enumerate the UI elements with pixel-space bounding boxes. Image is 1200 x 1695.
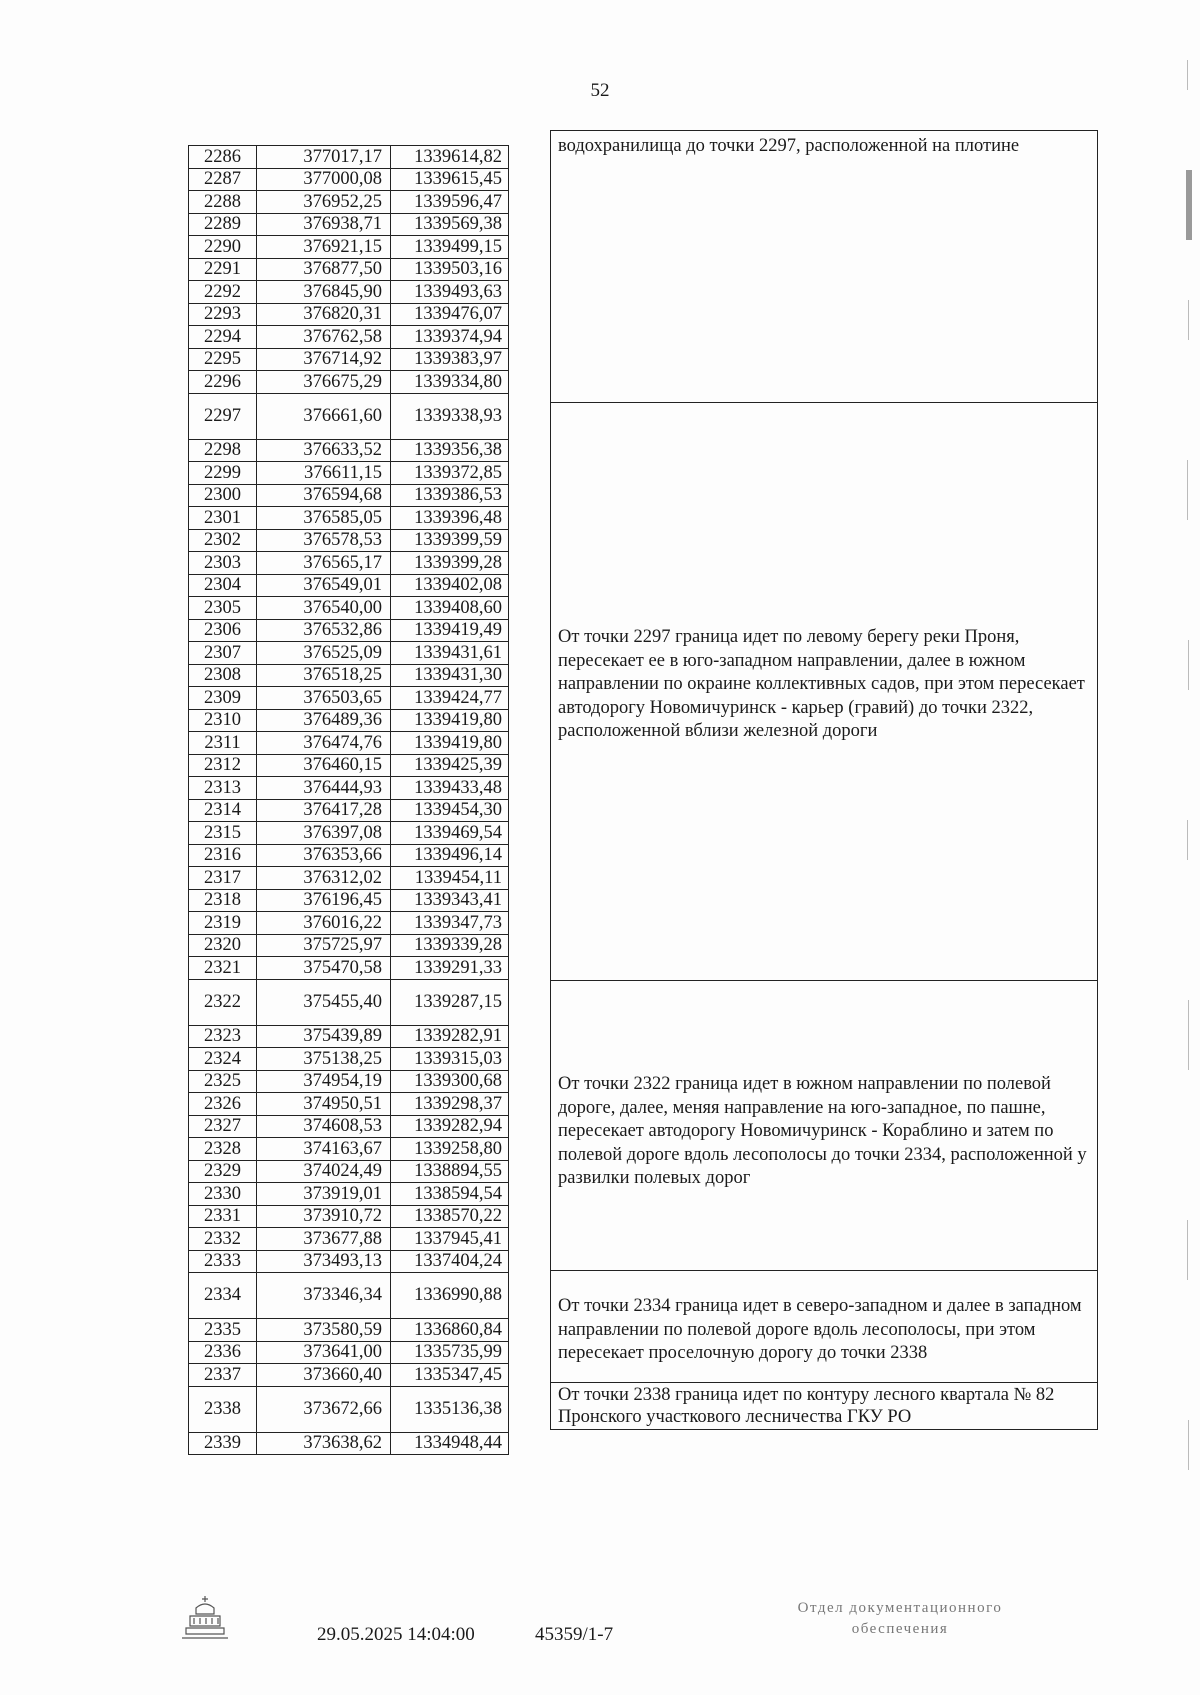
table-row: [189, 1386, 509, 1432]
x-coordinate: 376460,15: [257, 754, 391, 777]
y-coordinate: 1339424,77: [391, 687, 509, 710]
point-number: 2309: [189, 687, 257, 710]
x-coordinate: 376877,50: [257, 258, 391, 281]
y-coordinate: 1339469,54: [391, 822, 509, 845]
y-coordinate: 1339431,30: [391, 664, 509, 687]
x-coordinate: 375725,97: [257, 934, 391, 957]
x-coordinate: 376820,31: [257, 303, 391, 326]
point-number: 2303: [189, 552, 257, 575]
x-coordinate: 373493,13: [257, 1250, 391, 1273]
x-coordinate: 376489,36: [257, 709, 391, 732]
y-coordinate: 1339386,53: [391, 484, 509, 507]
x-coordinate: 376444,93: [257, 777, 391, 800]
point-number: 2339: [189, 1432, 257, 1455]
point-number: 2338: [189, 1386, 257, 1432]
x-coordinate: 376845,90: [257, 281, 391, 304]
x-coordinate: 376714,92: [257, 348, 391, 371]
x-coordinate: 376397,08: [257, 822, 391, 845]
point-number: 2330: [189, 1183, 257, 1206]
point-number: 2326: [189, 1093, 257, 1116]
table-row: [189, 1364, 509, 1387]
y-coordinate: 1339383,97: [391, 348, 509, 371]
y-coordinate: 1334948,44: [391, 1432, 509, 1455]
x-coordinate: 376518,25: [257, 664, 391, 687]
point-number: 2332: [189, 1228, 257, 1251]
description-text: От точки 2338 граница идет по контуру лесного квартала № 82 Пронского участкового лесничества ГКУ РО: [558, 1385, 1055, 1427]
y-coordinate: 1335735,99: [391, 1341, 509, 1364]
point-number: 2311: [189, 732, 257, 755]
table-row: [189, 281, 509, 304]
x-coordinate: 376525,09: [257, 642, 391, 665]
table-row: [189, 844, 509, 867]
y-coordinate: 1339431,61: [391, 642, 509, 665]
coordinates-table: [188, 145, 509, 1455]
point-number: 2298: [189, 439, 257, 462]
point-number: 2304: [189, 574, 257, 597]
table-row: [189, 1160, 509, 1183]
table-row: [189, 574, 509, 597]
point-number: 2319: [189, 912, 257, 935]
y-coordinate: 1339287,15: [391, 979, 509, 1025]
y-coordinate: 1339493,63: [391, 281, 509, 304]
point-number: 2324: [189, 1048, 257, 1071]
point-number: 2317: [189, 867, 257, 890]
table-row: [189, 1138, 509, 1161]
x-coordinate: 376921,15: [257, 236, 391, 259]
y-coordinate: 1339454,30: [391, 799, 509, 822]
table-row: [189, 1205, 509, 1228]
table-row: [189, 889, 509, 912]
description-text: От точки 2334 граница идет в северо-западном и далее в западном направлении по полевой дороге вдоль лесополосы, при этом пересекает проселочную дорогу до точки 2338: [558, 1296, 1082, 1363]
table-row: [189, 552, 509, 575]
point-number: 2291: [189, 258, 257, 281]
y-coordinate: 1338894,55: [391, 1160, 509, 1183]
y-coordinate: 1339433,48: [391, 777, 509, 800]
point-number: 2286: [189, 146, 257, 169]
y-coordinate: 1335347,45: [391, 1364, 509, 1387]
y-coordinate: 1339596,47: [391, 191, 509, 214]
boundary-description-1: [550, 130, 1098, 402]
x-coordinate: 376762,58: [257, 326, 391, 349]
y-coordinate: 1339298,37: [391, 1093, 509, 1116]
y-coordinate: 1339419,80: [391, 709, 509, 732]
y-coordinate: 1339372,85: [391, 462, 509, 485]
x-coordinate: 374163,67: [257, 1138, 391, 1161]
point-number: 2294: [189, 326, 257, 349]
point-number: 2322: [189, 979, 257, 1025]
table-row: [189, 1341, 509, 1364]
x-coordinate: 375439,89: [257, 1025, 391, 1048]
y-coordinate: 1335136,38: [391, 1386, 509, 1432]
y-coordinate: 1339402,08: [391, 574, 509, 597]
point-number: 2290: [189, 236, 257, 259]
y-coordinate: 1339408,60: [391, 597, 509, 620]
point-number: 2325: [189, 1070, 257, 1093]
table-row: [189, 867, 509, 890]
department-line-1: Отдел документационного: [797, 1600, 1003, 1616]
table-row: [189, 393, 509, 439]
x-coordinate: 376565,17: [257, 552, 391, 575]
department-stamp: [735, 1598, 1065, 1640]
point-number: 2301: [189, 507, 257, 530]
x-coordinate: 374950,51: [257, 1093, 391, 1116]
y-coordinate: 1338570,22: [391, 1205, 509, 1228]
table-row: [189, 168, 509, 191]
table-row: [189, 1228, 509, 1251]
x-coordinate: 376549,01: [257, 574, 391, 597]
point-number: 2320: [189, 934, 257, 957]
point-number: 2299: [189, 462, 257, 485]
table-row: [189, 642, 509, 665]
point-number: 2318: [189, 889, 257, 912]
x-coordinate: 376474,76: [257, 732, 391, 755]
y-coordinate: 1337404,24: [391, 1250, 509, 1273]
x-coordinate: 374954,19: [257, 1070, 391, 1093]
y-coordinate: 1339399,28: [391, 552, 509, 575]
point-number: 2293: [189, 303, 257, 326]
y-coordinate: 1339399,59: [391, 529, 509, 552]
point-number: 2323: [189, 1025, 257, 1048]
x-coordinate: 373580,59: [257, 1319, 391, 1342]
y-coordinate: 1337945,41: [391, 1228, 509, 1251]
y-coordinate: 1339503,16: [391, 258, 509, 281]
point-number: 2288: [189, 191, 257, 214]
x-coordinate: 376661,60: [257, 393, 391, 439]
page-number: 52: [590, 80, 610, 101]
point-number: 2313: [189, 777, 257, 800]
x-coordinate: 375470,58: [257, 957, 391, 980]
table-row: [189, 1432, 509, 1455]
point-number: 2336: [189, 1341, 257, 1364]
table-row: [189, 258, 509, 281]
table-row: [189, 664, 509, 687]
y-coordinate: 1339291,33: [391, 957, 509, 980]
y-coordinate: 1339419,49: [391, 619, 509, 642]
scan-edge-marks: [1185, 40, 1193, 1640]
table-row: [189, 1048, 509, 1071]
table-row: [189, 1115, 509, 1138]
point-number: 2321: [189, 957, 257, 980]
table-row: [189, 439, 509, 462]
table-row: [189, 934, 509, 957]
point-number: 2328: [189, 1138, 257, 1161]
x-coordinate: 376611,15: [257, 462, 391, 485]
y-coordinate: 1339300,68: [391, 1070, 509, 1093]
point-number: 2287: [189, 168, 257, 191]
x-coordinate: 376540,00: [257, 597, 391, 620]
y-coordinate: 1339356,38: [391, 439, 509, 462]
y-coordinate: 1339338,93: [391, 393, 509, 439]
point-number: 2295: [189, 348, 257, 371]
table-row: [189, 597, 509, 620]
print-datetime: 29.05.2025 14:04:00: [317, 1624, 475, 1645]
y-coordinate: 1338594,54: [391, 1183, 509, 1206]
x-coordinate: 376353,66: [257, 844, 391, 867]
y-coordinate: 1339315,03: [391, 1048, 509, 1071]
table-row: [189, 529, 509, 552]
y-coordinate: 1339614,82: [391, 146, 509, 169]
table-row: [189, 1183, 509, 1206]
table-row: [189, 146, 509, 169]
y-coordinate: 1339258,80: [391, 1138, 509, 1161]
point-number: 2305: [189, 597, 257, 620]
description-text: водохранилища до точки 2297, расположенной на плотине: [558, 136, 1020, 156]
x-coordinate: 376532,86: [257, 619, 391, 642]
boundary-description-3: [550, 980, 1098, 1270]
y-coordinate: 1336860,84: [391, 1319, 509, 1342]
x-coordinate: 377000,08: [257, 168, 391, 191]
y-coordinate: 1339334,80: [391, 371, 509, 394]
document-number: 45359/1-7: [535, 1624, 614, 1645]
point-number: 2314: [189, 799, 257, 822]
y-coordinate: 1339419,80: [391, 732, 509, 755]
point-number: 2337: [189, 1364, 257, 1387]
table-row: [189, 1070, 509, 1093]
y-coordinate: 1339496,14: [391, 844, 509, 867]
boundary-description-4: [550, 1270, 1098, 1382]
y-coordinate: 1339282,94: [391, 1115, 509, 1138]
table-row: [189, 462, 509, 485]
point-number: 2307: [189, 642, 257, 665]
x-coordinate: 376585,05: [257, 507, 391, 530]
point-number: 2333: [189, 1250, 257, 1273]
table-row: [189, 799, 509, 822]
coat-of-arms-icon: [178, 1592, 232, 1642]
table-row: [189, 709, 509, 732]
description-text: От точки 2322 граница идет в южном направлении по полевой дороге, далее, меняя направление на юго-западное, по пашне, пересекает автодорогу Новомичуринск - Кораблино и затем по полевой дороге вдоль лесополосы до точки 2334, расположенной у развилки полевых дорог: [558, 1074, 1087, 1188]
x-coordinate: 373672,66: [257, 1386, 391, 1432]
point-number: 2316: [189, 844, 257, 867]
table-row: [189, 1319, 509, 1342]
y-coordinate: 1339339,28: [391, 934, 509, 957]
y-coordinate: 1339374,94: [391, 326, 509, 349]
description-text: От точки 2297 граница идет по левому берегу реки Проня, пересекает ее в юго-западном направлении, далее в южном направлении по окраине коллективных садов, при этом пересекает автодорогу Новомичуринск - карьер (гравий) до точки 2322, расположенной вблизи железной дороги: [558, 627, 1085, 741]
table-row: [189, 303, 509, 326]
point-number: 2296: [189, 371, 257, 394]
table-row: [189, 979, 509, 1025]
point-number: 2302: [189, 529, 257, 552]
table-row: [189, 1273, 509, 1319]
point-number: 2315: [189, 822, 257, 845]
table-row: [189, 1093, 509, 1116]
point-number: 2329: [189, 1160, 257, 1183]
y-coordinate: 1339476,07: [391, 303, 509, 326]
x-coordinate: 377017,17: [257, 146, 391, 169]
point-number: 2334: [189, 1273, 257, 1319]
y-coordinate: 1339615,45: [391, 168, 509, 191]
y-coordinate: 1339347,73: [391, 912, 509, 935]
table-row: [189, 326, 509, 349]
x-coordinate: 373346,34: [257, 1273, 391, 1319]
x-coordinate: 373919,01: [257, 1183, 391, 1206]
table-row: [189, 822, 509, 845]
point-number: 2289: [189, 213, 257, 236]
y-coordinate: 1339499,15: [391, 236, 509, 259]
table-row: [189, 619, 509, 642]
point-number: 2306: [189, 619, 257, 642]
y-coordinate: 1339454,11: [391, 867, 509, 890]
x-coordinate: 376633,52: [257, 439, 391, 462]
table-row: [189, 484, 509, 507]
x-coordinate: 373910,72: [257, 1205, 391, 1228]
x-coordinate: 373641,00: [257, 1341, 391, 1364]
y-coordinate: 1339396,48: [391, 507, 509, 530]
table-row: [189, 687, 509, 710]
point-number: 2331: [189, 1205, 257, 1228]
table-row: [189, 957, 509, 980]
point-number: 2310: [189, 709, 257, 732]
point-number: 2308: [189, 664, 257, 687]
x-coordinate: 375138,25: [257, 1048, 391, 1071]
x-coordinate: 376594,68: [257, 484, 391, 507]
table-row: [189, 777, 509, 800]
table-row: [189, 213, 509, 236]
boundary-description-2: [550, 402, 1098, 980]
x-coordinate: 373677,88: [257, 1228, 391, 1251]
x-coordinate: 374608,53: [257, 1115, 391, 1138]
point-number: 2335: [189, 1319, 257, 1342]
x-coordinate: 373660,40: [257, 1364, 391, 1387]
table-row: [189, 371, 509, 394]
x-coordinate: 376016,22: [257, 912, 391, 935]
point-number: 2312: [189, 754, 257, 777]
point-number: 2292: [189, 281, 257, 304]
x-coordinate: 376417,28: [257, 799, 391, 822]
y-coordinate: 1339425,39: [391, 754, 509, 777]
x-coordinate: 374024,49: [257, 1160, 391, 1183]
x-coordinate: 376952,25: [257, 191, 391, 214]
x-coordinate: 373638,62: [257, 1432, 391, 1455]
x-coordinate: 376196,45: [257, 889, 391, 912]
table-row: [189, 754, 509, 777]
table-row: [189, 1250, 509, 1273]
table-row: [189, 191, 509, 214]
table-row: [189, 1025, 509, 1048]
table-row: [189, 507, 509, 530]
department-line-2: обеспечения: [851, 1621, 949, 1637]
x-coordinate: 376938,71: [257, 213, 391, 236]
x-coordinate: 376312,02: [257, 867, 391, 890]
y-coordinate: 1336990,88: [391, 1273, 509, 1319]
y-coordinate: 1339569,38: [391, 213, 509, 236]
y-coordinate: 1339343,41: [391, 889, 509, 912]
x-coordinate: 376503,65: [257, 687, 391, 710]
boundary-description-5: [550, 1382, 1098, 1430]
point-number: 2297: [189, 393, 257, 439]
point-number: 2300: [189, 484, 257, 507]
y-coordinate: 1339282,91: [391, 1025, 509, 1048]
x-coordinate: 376675,29: [257, 371, 391, 394]
point-number: 2327: [189, 1115, 257, 1138]
table-row: [189, 912, 509, 935]
table-row: [189, 732, 509, 755]
x-coordinate: 375455,40: [257, 979, 391, 1025]
x-coordinate: 376578,53: [257, 529, 391, 552]
table-row: [189, 236, 509, 259]
table-row: [189, 348, 509, 371]
